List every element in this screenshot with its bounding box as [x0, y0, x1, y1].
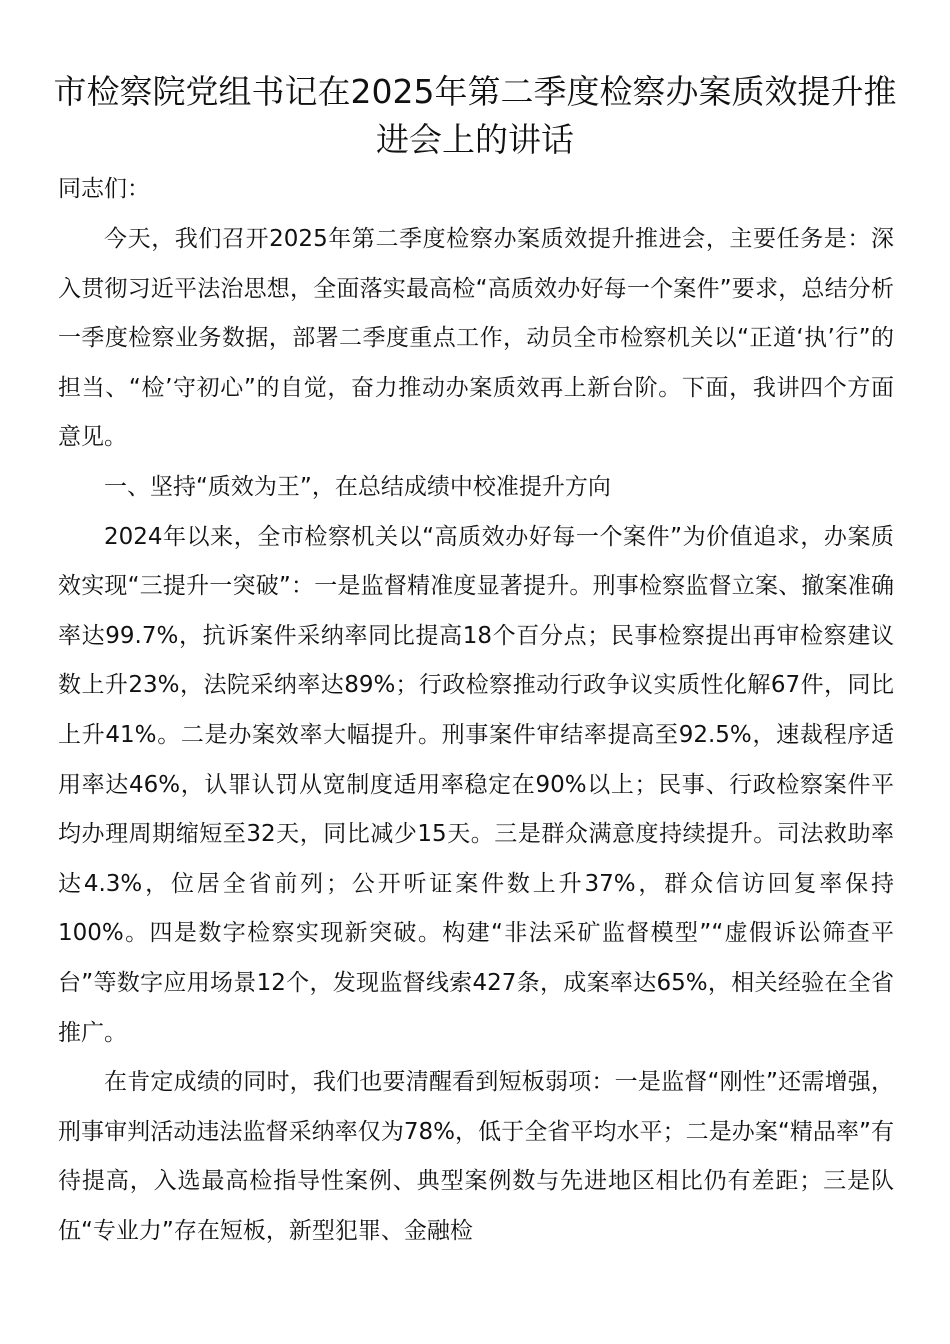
- paragraph-shortcomings: 在肯定成绩的同时，我们也要清醒看到短板弱项：一是监督“刚性”还需增强，刑事审判活动违法监督采纳率仅为78%，低于全省平均水平；二是办案“精品率”有待提高，入选最高检指导性案例、典型案例数与先进地区相比仍有差距；三是队伍“专业力”存在短板，新型犯罪、金融检: [58, 1069, 894, 1244]
- paragraph-achievements: 2024年以来，全市检察机关以“高质效办好每一个案件”为价值追求，办案质效实现“三提升一突破”：一是监督精准度显著提升。刑事检察监督立案、撤案准确率达99.7%，抗诉案件采纳率同比提高18个百分点；民事检察提出再审检察建议数上升23%，法院采纳率达89%；行政检察推动行政争议实质性化解67件，同比上升41%。二是办案效率大幅提升。刑事案件审结率提高至92.5%，速裁程序适用率达46%，认罪认罚从宽制度适用率稳定在90%以上；民事、行政检察案件平均办理周期缩短至32天，同比减少15天。三是群众满意度持续提升。司法救助率达4.3%，位居全省前列；公开听证案件数上升37%，群众信访回复率保持100%。四是数字检察实现新突破。构建“非法采矿监督模型”“虚假诉讼筛查平台”等数字应用场景12个，发现监督线索427条，成案率达65%，相关经验在全省推广。: [58, 523, 894, 1046]
- salutation: 同志们：: [58, 176, 150, 202]
- section-heading-1: 一、坚持“质效为王”，在总结成绩中校准提升方向: [104, 473, 611, 500]
- paragraph-intro: 今天，我们召开2025年第二季度检察办案质效提升推进会，主要任务是：深入贯彻习近平法治思想，全面落实最高检“高质效办好每一个案件”要求，总结分析一季度检察业务数据，部署二季度重点工作，动员全市检察机关以“正道‘执’行”的担当、“检’守初心”的自觉，奋力推动办案质效再上新台阶。下面，我讲四个方面意见。: [58, 226, 894, 451]
- document-title: 市检察院党组书记在2025年第二季度检察办案质效提升推进会上的讲话: [53, 72, 897, 159]
- document-body: [58, 215, 894, 1256]
